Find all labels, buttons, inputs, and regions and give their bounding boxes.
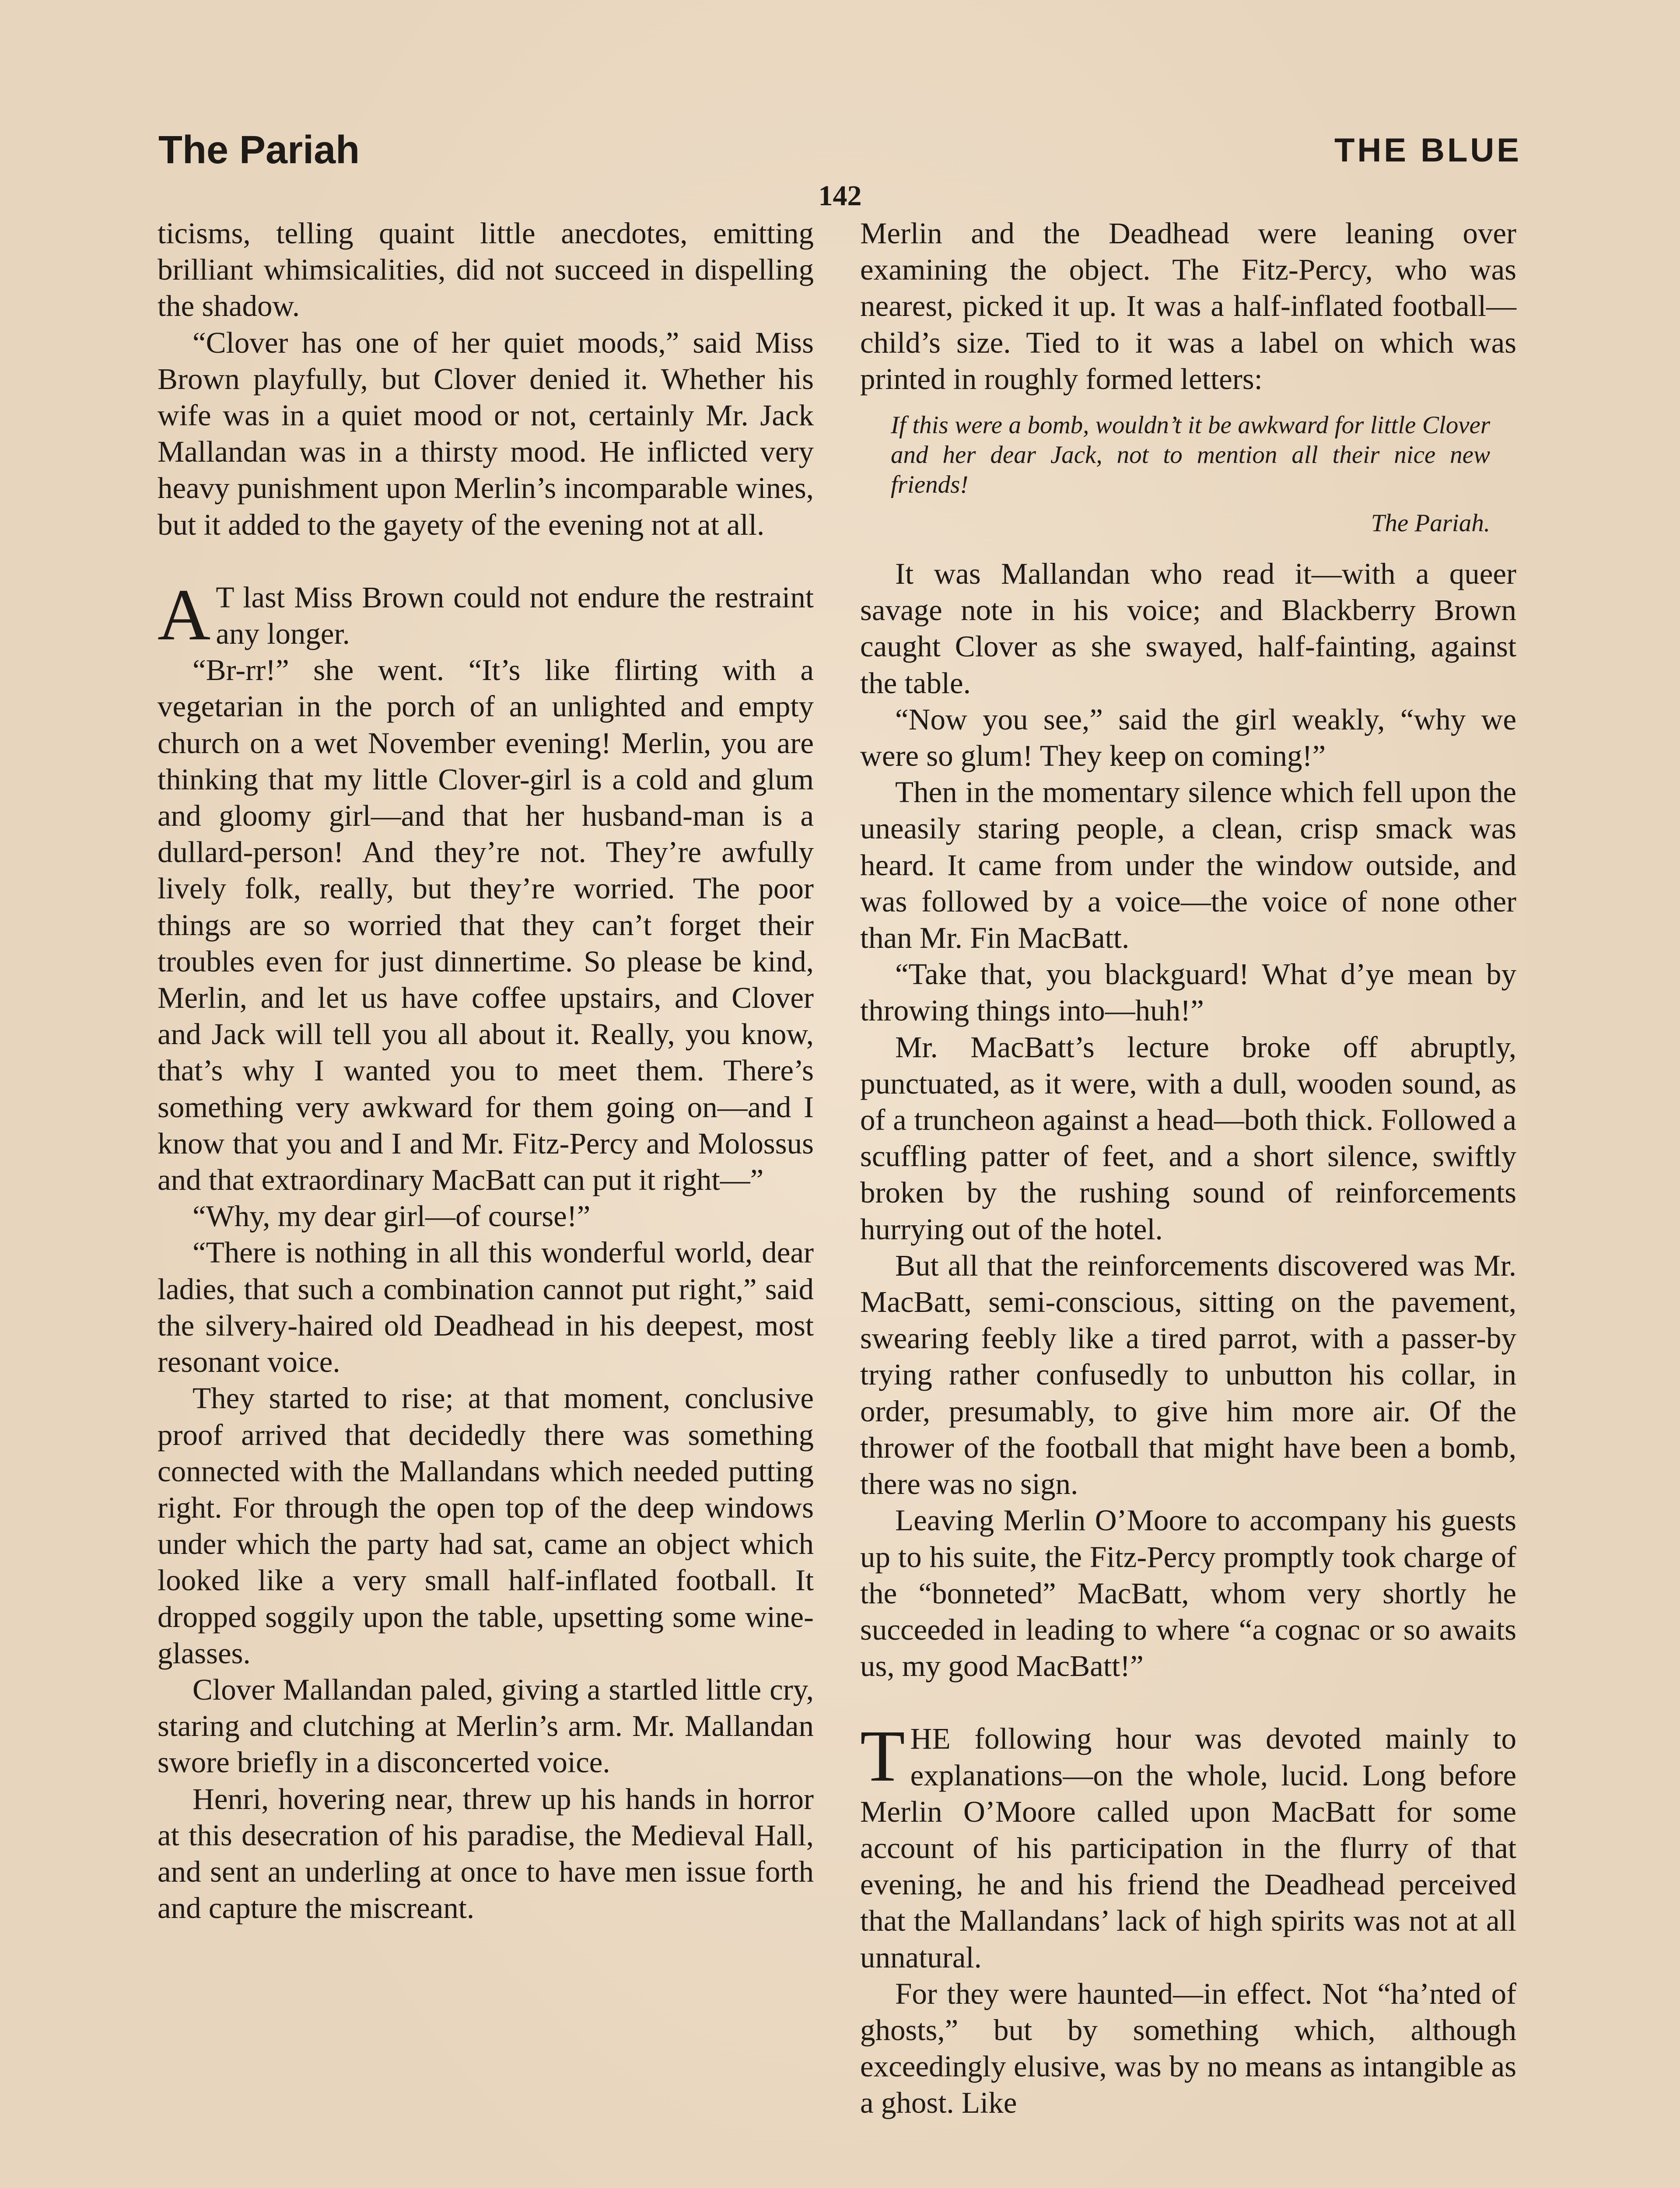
paragraph: “Now you see,” said the girl weakly, “why we were so glum! They keep on coming!”: [860, 702, 1516, 773]
right-column: [860, 215, 1516, 2121]
paragraph: “Br-rr!” she went. “It’s like flirting with a vegetarian in the porch of an unlighted and empty church on a wet November evening! Merlin, you are thinking that my little Clover-girl is a cold and glum and gloomy girl—and that her husband-man is a dullard-person! And they’re not. They’re awfully lively folk, really, but they’re worried. The poor things are so worried that they can’t forget their troubles even for just dinnertime. So please be kind, Merlin, and let us have coffee upstairs, and Clover and Jack will tell you all about it. Really, you know, that’s why I wanted you to meet them. There’s something very awkward for them going on—and I know that you and I and Mr. Fitz-Percy and Molossus and that extraordinary MacBatt can put it right—”: [158, 653, 814, 1197]
drop-cap: T: [860, 1715, 905, 1797]
printed-label-note: If this were a bomb, wouldn’t it be awkward for little Clover and her dear Jack, not to mention all their nice new friends!: [891, 411, 1490, 499]
paragraph: Clover Mallandan paled, giving a startled little cry, staring and clutching at Merlin’s arm. Mr. Mallandan swore briefly in a disconcerted voice.: [158, 1673, 814, 1779]
page-number: 142: [818, 180, 862, 212]
paragraph: But all that the reinforcements discovered was Mr. MacBatt, semi-conscious, sitting on the pavement, swearing feebly like a tired parrot, with a passer-by trying rather confusedly to unbutton his collar, in order, presumably, to give him more air. Of the thrower of the football that might have been a bomb, there was no sign.: [860, 1248, 1516, 1501]
paragraph: “Take that, you blackguard! What d’ye mean by throwing things into—huh!”: [860, 957, 1516, 1027]
left-column: [158, 215, 814, 1926]
magazine-title: THE BLUE: [1334, 132, 1522, 169]
paragraph: Then in the momentary silence which fell upon the uneasily staring people, a clean, crisp smack was heard. It came from under the window outside, and was followed by a voice—the voice of none other than Mr. Fin MacBatt.: [860, 775, 1516, 955]
paragraph: Leaving Merlin O’Moore to accompany his guests up to his suite, the Fitz-Percy promptly took charge of the “bonneted” MacBatt, whom very shortly he succeeded in leading to where “a cognac or so awaits us, my good MacBatt!”: [860, 1504, 1516, 1683]
story-title: The Pariah: [158, 128, 360, 172]
paragraph-text: T last Miss Brown could not endure the restraint any longer.: [216, 580, 814, 651]
section-paragraph: [158, 574, 814, 656]
note-signature: The Pariah.: [1371, 509, 1490, 537]
paragraph: Henri, hovering near, threw up his hands in horror at this desecration of his paradise, the Medieval Hall, and sent an underling at once to have men issue forth and capture the miscreant.: [158, 1782, 814, 1925]
section-paragraph: [860, 1715, 1516, 1975]
paragraph: “Why, my dear girl—of course!”: [192, 1199, 591, 1233]
paragraph: “Clover has one of her quiet moods,” said Miss Brown playfully, but Clover denied it. Whether his wife was in a quiet mood or not, certainly Mr. Jack Mallandan was in a thirsty mood. He inflicted very heavy punishment upon Merlin’s incomparable wines, but it added to the gayety of the evening not at all.: [158, 326, 814, 541]
paragraph: They started to rise; at that moment, conclusive proof arrived that decidedly there was something connected with the Mallandans which needed putting right. For through the open top of the deep windows under which the party had sat, came an object which looked like a very small half-inflated football. It dropped soggily upon the table, upsetting some wine-glasses.: [158, 1382, 814, 1670]
drop-cap: A: [158, 574, 211, 656]
paragraph: Mr. MacBatt’s lecture broke off abruptly, punctuated, as it were, with a dull, wooden sound, as of a truncheon against a head—both thick. Followed a scuffling patter of feet, and a short silence, swiftly broken by the rushing sound of reinforcements hurrying out of the hotel.: [860, 1030, 1516, 1246]
paragraph: It was Mallandan who read it—with a queer savage note in his voice; and Blackberry Brown caught Clover as she swayed, half-fainting, against the table.: [860, 557, 1516, 700]
paragraph: Merlin and the Deadhead were leaning over examining the object. The Fitz-Percy, who was nearest, picked it up. It was a half-inflated football—child’s size. Tied to it was a label on which was printed in roughly formed letters:: [860, 217, 1516, 396]
paragraph-text: HE following hour was devoted mainly to explanations—on the whole, lucid. Long before Merlin O’Moore called upon MacBatt for some account of his participation in the flurry of that evening, he and his friend the Deadhead perceived that the Mallandans’ lack of high spirits was not at all unnatural.: [860, 1722, 1516, 1974]
paragraph: For they were haunted—in effect. Not “ha’nted of ghosts,” but by something which, although exceedingly elusive, was by no means as intangible as a ghost. Like: [860, 1977, 1516, 2120]
paragraph: “There is nothing in all this wonderful world, dear ladies, that such a combination cannot put right,” said the silvery-haired old Deadhead in his deepest, most resonant voice.: [158, 1236, 814, 1379]
paragraph: ticisms, telling quaint little anecdotes, emitting brilliant whimsicalities, did not succeed in dispelling the shadow.: [158, 217, 814, 323]
